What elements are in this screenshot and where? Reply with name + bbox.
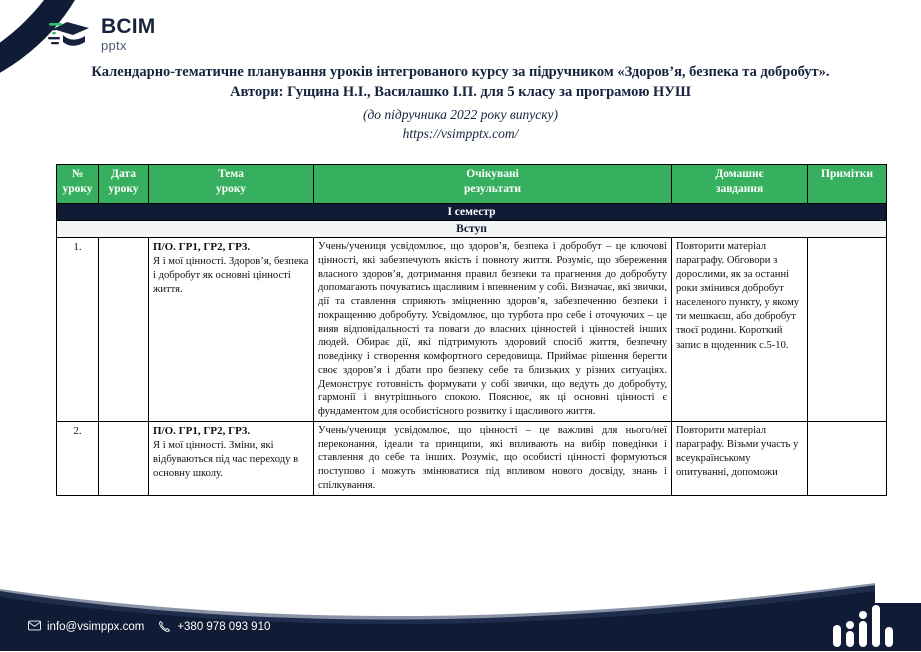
cell-homework	[672, 421, 808, 495]
footer-email-text: info@vsimppx.com	[47, 620, 145, 633]
graduation-cap-icon	[47, 17, 93, 51]
section-band-label: Вступ	[57, 221, 887, 238]
footer-band	[0, 575, 921, 651]
column-header-notes: Примітки	[808, 165, 887, 204]
homework-text: Повторити матеріал параграфу. Візьми участь у всеукраїнському опитуванні, допоможи	[676, 424, 799, 479]
table-row	[57, 238, 887, 422]
cell-notes	[808, 238, 887, 422]
cell-homework	[672, 238, 808, 422]
document-url: https://vsimpptx.com/	[402, 126, 519, 141]
cell-lesson-theme	[149, 421, 314, 495]
table-row	[57, 421, 887, 495]
brand-name: BCIM	[101, 15, 156, 38]
cell-expected-results	[314, 238, 672, 422]
cell-notes	[808, 421, 887, 495]
table-header-row	[57, 165, 887, 204]
cell-lesson-number: 2.	[57, 421, 99, 495]
page-edge-mask	[875, 569, 921, 603]
homework-text: Повторити матеріал параграфу. Обговори з дорослими, як за останні роки змінився добробут населеного пункту, у якому ти мешкаєш, або добробут твоєї родини. Короткий запис в щоденник с.5-10.	[676, 241, 800, 351]
lesson-plan-table-container	[56, 164, 886, 496]
column-header-expected-results: Очікувані результати	[314, 165, 672, 204]
page-title: Календарно-тематичне планування уроків інтегрованого курсу за підручником «Здоров’я, безпека та добробут». Автори: Гущина Н.І., Василашко І.П. для 5 класу за програмою НУШ	[91, 64, 830, 100]
expected-results-text: Учень/учениця усвідомлює, що цінності – це важливі для нього/неї переконання, ідеали та принципи, які впливають на вибір поведінки і ставлення до себе та інших. Розуміє, що особисті цінності формуються поступово і можуть змінюватися під впливом нового досвіду, знань і спілкування.	[318, 424, 667, 492]
cell-lesson-theme	[149, 238, 314, 422]
brand-logo	[47, 16, 155, 52]
column-header-lesson-theme: Тема уроку	[149, 165, 314, 204]
footer-email[interactable]	[28, 620, 144, 633]
column-header-lesson-number: № уроку	[57, 165, 99, 204]
phone-icon	[158, 620, 171, 633]
cell-expected-results	[314, 421, 672, 495]
term-band-row	[57, 204, 887, 221]
brand-subtitle: pptx	[101, 38, 127, 53]
envelope-icon	[28, 620, 41, 633]
bar-chart-logo-icon	[831, 603, 903, 647]
footer-phone-text: +380 978 093 910	[177, 620, 271, 633]
column-header-lesson-date: Дата уроку	[99, 165, 149, 204]
footer-contact-info	[28, 620, 270, 633]
document-header	[0, 62, 921, 142]
theme-description: Я і мої цінності. Здоров’я, безпека і добробут як основні цінності життя.	[153, 256, 309, 296]
term-band-label: I семестр	[57, 204, 887, 221]
lesson-plan-table	[56, 164, 887, 496]
theme-code: П/О. ГР1, ГР2, ГР3.	[153, 424, 251, 437]
expected-results-text: Учень/учениця усвідомлює, що здоров’я, безпека і добробут – це ключові цінності, які забезпечують якість і повноту життя. Розуміє, що збереження власного здоров’я, дотримання правил безпеки та прагнення до добробуту допомагають почуватись щасливим і впевненим у собі. Визначає, які звички, дії та ставлення сприяють зміцненню здоров’я, забезпеченню безпеки і покращенню добробуту. Усвідомлює, що турбота про себе і оточуючих – це вияв відповідальності та поваги до власних цінностей і цінностей інших людей. Обирає дії, які підтримують здоровий спосіб життя, безпечну поведінку і створення комфортного середовища. Приймає рішення берегти своє здоров’я і дбати про безпеку себе та близьких у різних ситуаціях. Демонструє готовність формувати у собі звички, що ведуть до добробуту, гармонії і внутрішнього спокою. Пояснює, як ці основні цінності є фундаментом для особистісного розвитку і щасливого життя.	[318, 241, 667, 418]
document-subtitle: (до підручника 2022 року випуску)	[362, 107, 559, 122]
theme-code: П/О. ГР1, ГР2, ГР3.	[153, 241, 251, 253]
footer-phone[interactable]	[158, 620, 270, 633]
column-header-homework: Домашнє завдання	[672, 165, 808, 204]
cell-lesson-date	[99, 421, 149, 495]
section-band-row	[57, 221, 887, 238]
theme-description: Я і мої цінності. Зміни, які відбуваються під час переходу в основну школу.	[153, 440, 299, 480]
cell-lesson-date	[99, 238, 149, 422]
cell-lesson-number: 1.	[57, 238, 99, 422]
